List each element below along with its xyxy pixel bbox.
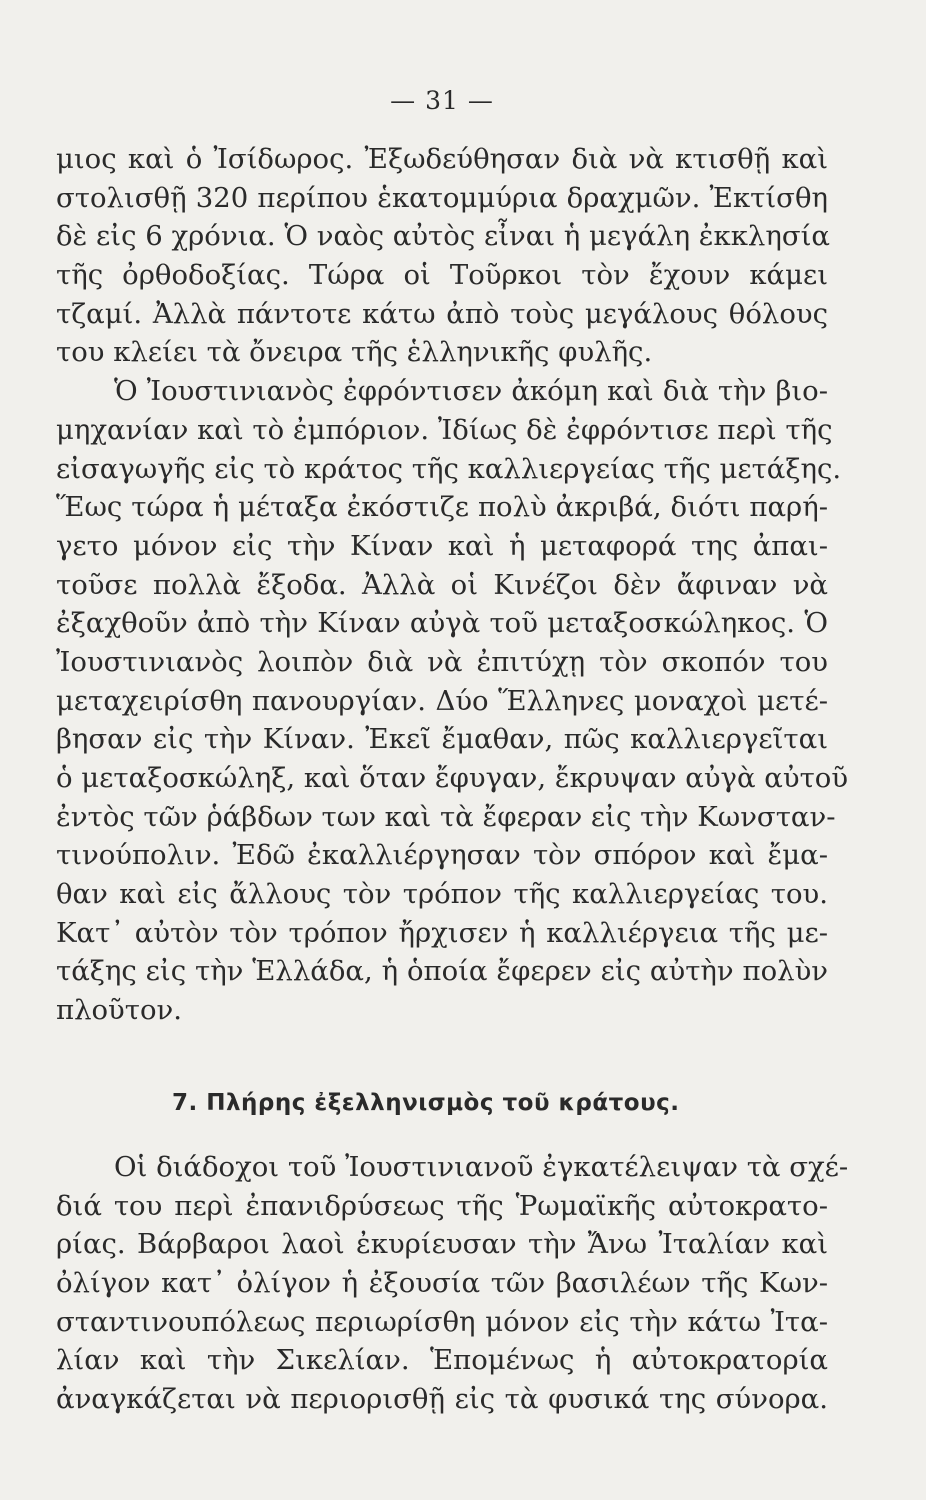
text-line: εἰσαγωγῆς εἰς τὸ κράτος τῆς καλλιεργείας τῆς μετάξης. [56,452,842,485]
text-line: ρίας. Βάρβαροι λαοὶ ἐκυρίευσαν τὴν Ἄνω Ἰταλίαν καὶ [56,1228,828,1261]
text-line: Ἕως τώρα ἡ μέταξα ἐκόστιζε πολὺ ἀκριβά, διότι παρή- [56,491,828,524]
text-line: βησαν εἰς τὴν Κίναν. Ἐκεῖ ἔμαθαν, πῶς καλλιεργεῖται [56,723,828,756]
text-line: ἐντὸς τῶν ῥάβδων των καὶ τὰ ἔφεραν εἰς τὴν Κωνσταν- [56,800,836,833]
text-line: ἐξαχθοῦν ἀπὸ τὴν Κίναν αὐγὰ τοῦ μεταξοσκώληκος. Ὁ [56,607,828,640]
text-line: θαν καὶ εἰς ἄλλους τὸν τρόπον τῆς καλλιεργείας του. [56,878,828,911]
page-number: — 31 — [390,86,494,115]
text-line: μηχανίαν καὶ τὸ ἐμπόριον. Ἰδίως δὲ ἐφρόντισε περὶ τῆς [56,413,833,446]
text-line: ἀναγκάζεται νὰ περιορισθῇ εἰς τὰ φυσικά της σύνορα. [56,1383,828,1416]
text-line: Οἱ διάδοχοι τοῦ Ἰουστινιανοῦ ἐγκατέλειψαν τὰ σχέ- [114,1151,849,1183]
text-line: του κλείει τὰ ὄνειρα τῆς ἑλληνικῆς φυλῆς. [56,336,653,369]
text-line: τῆς ὀρθοδοξίας. Τώρα οἱ Τοῦρκοι τὸν ἔχουν κάμει [56,259,828,292]
text-line: ὁ μεταξοσκώληξ, καὶ ὅταν ἔφυγαν, ἔκρυψαν αὐγὰ αὐτοῦ [56,762,849,794]
text-line: ὀλίγον κατ᾽ ὀλίγον ἡ ἐξουσία τῶν βασιλέων τῆς Κων- [56,1267,828,1300]
text-line: δὲ εἰς 6 χρόνια. Ὁ ναὸς αὐτὸς εἶναι ἡ μεγάλη ἐκκλησία [56,220,830,253]
text-line: διά του περὶ ἐπανιδρύσεως τῆς Ῥωμαϊκῆς αὐτοκρατο- [56,1189,828,1222]
section-heading: 7. Πλήρης ἐξελληνισμὸς τοῦ κράτους. [172,1090,680,1116]
text-line: τοῦσε πολλὰ ἔξοδα. Ἀλλὰ οἱ Κινέζοι δὲν ἄφιναν νὰ [56,568,828,601]
text-line: λίαν καὶ τὴν Σικελίαν. Ἑπομένως ἡ αὐτοκρατορία [56,1344,828,1377]
text-line: τινούπολιν. Ἐδῶ ἐκαλλιέργησαν τὸν σπόρον καὶ ἔμα- [56,839,828,872]
text-line: Ὁ Ἰουστινιανὸς ἐφρόντισεν ἀκόμη καὶ διὰ τὴν βιο- [114,375,828,408]
text-line: μεταχειρίσθη πανουργίαν. Δύο Ἕλληνες μοναχοὶ μετέ- [56,684,828,717]
section-text [56,1148,849,1419]
text-line: Κατ᾽ αὐτὸν τὸν τρόπον ἤρχισεν ἡ καλλιέργεια τῆς με- [56,916,828,949]
text-line: τάξης εἰς τὴν Ἑλλάδα, ἡ ὁποία ἔφερεν εἰς αὐτὴν πολὺν [56,955,828,988]
text-line: πλοῦτον. [56,994,183,1027]
text-line: γετο μόνον εἰς τὴν Κίναν καὶ ἡ μεταφορά της ἀπαι- [56,529,828,562]
text-line: στολισθῇ 320 περίπου ἑκατομμύρια δραχμῶν. Ἐκτίσθη [56,181,828,214]
text-line: τζαμί. Ἀλλὰ πάντοτε κάτω ἀπὸ τοὺς μεγάλους θόλους [56,297,828,330]
text-line: μιος καὶ ὁ Ἰσίδωρος. Ἐξωδεύθησαν διὰ νὰ κτισθῇ καὶ [56,143,828,175]
text-line: Ἰουστινιανὸς λοιπὸν διὰ νὰ ἐπιτύχῃ τὸν σκοπόν του [56,645,828,678]
body-text [56,140,849,1030]
text-line: σταντινουπόλεως περιωρίσθη μόνον εἰς τὴν κάτω Ἰτα- [56,1305,828,1338]
